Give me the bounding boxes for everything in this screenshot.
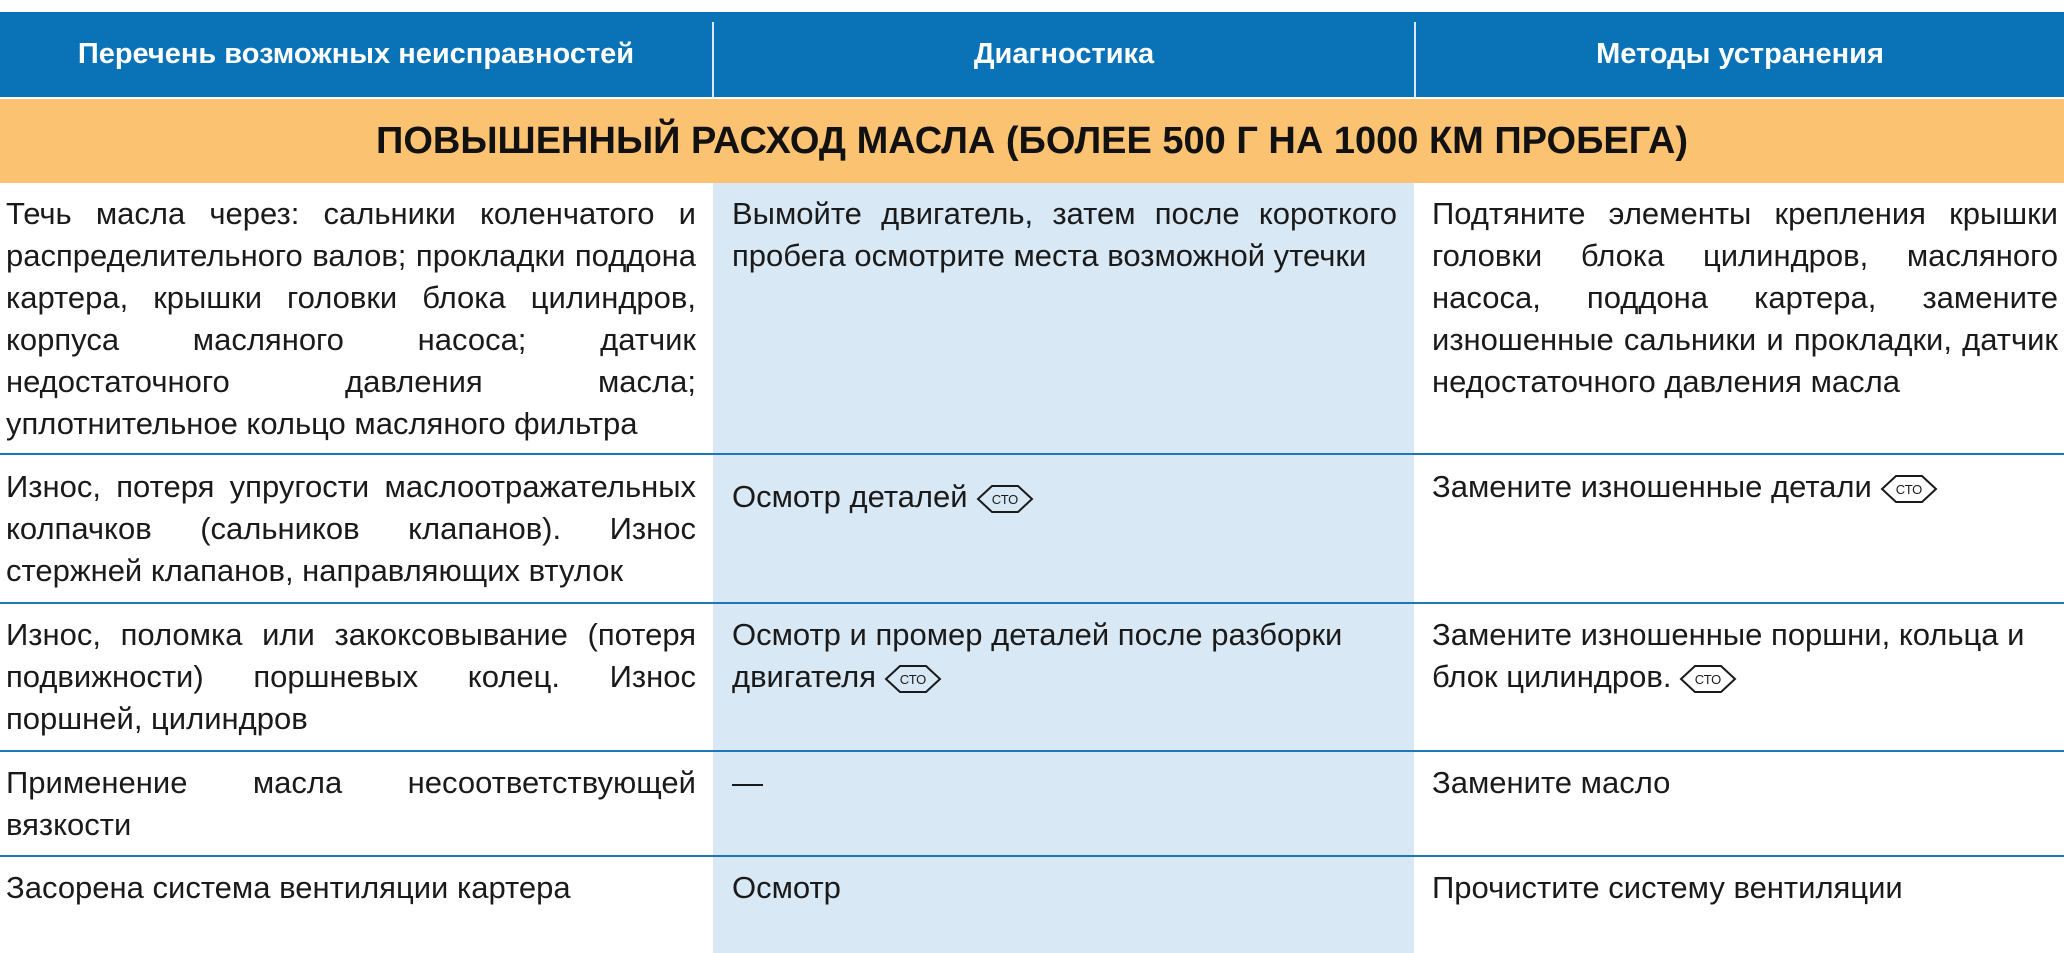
header-diagnosis: Диагностика [973,38,1155,70]
diagnosis-text: Осмотр деталей [732,479,968,514]
table-header [0,12,2064,97]
table-row-2-fault: Износ, потеря упругости маслоотражательных колпачков (сальников клапанов). Износ стержней клапанов, направляющих втулок [6,469,696,588]
section-title: ПОВЫШЕННЫЙ РАСХОД МАСЛА (БОЛЕЕ 500 Г НА 1000 КМ ПРОБЕГА) [0,99,2064,183]
table-row-5-diagnosis: Осмотр [732,870,841,905]
row-divider [0,750,2064,752]
table-row-3-remedy [1432,614,2058,698]
table-row-3-fault: Износ, поломка или закоксовывание (потеря подвижности) поршневых колец. Износ поршней, цилиндров [6,617,696,736]
diagnosis-text: Осмотр и промер деталей после разборки двигателя [732,617,1343,694]
table-row-4-remedy: Замените масло [1432,765,1671,800]
svg-text:СТО: СТО [1695,671,1722,687]
remedy-text: Замените изношенные детали [1432,469,1872,504]
svg-text:СТО: СТО [991,491,1018,507]
remedy-text: Замените изношенные поршни, кольца и блок цилиндров. [1432,617,2025,694]
row-divider [0,602,2064,604]
sto-service-icon [1679,664,1737,694]
row-divider [0,855,2064,857]
table-row-3-diagnosis [732,614,1397,698]
sto-service-icon [976,484,1034,514]
sto-service-icon [1880,474,1938,504]
row-divider [0,453,2064,455]
table-row-4-fault: Применение масла несоответствующей вязкости [6,765,696,842]
table-row-2-diagnosis [732,476,1397,518]
svg-text:СТО: СТО [899,671,927,687]
header-faults: Перечень возможных неисправностей [77,38,635,70]
table-row-1-diagnosis: Вымойте двигатель, затем после короткого пробега осмотрите места возможной утечки [732,196,1397,273]
diagnosis-column-background [713,183,1414,953]
table-row-5-remedy: Прочистите систему вентиляции [1432,870,1903,905]
svg-text:СТО: СТО [1895,481,1923,497]
table-row-1-fault: Течь масла через: сальники коленчатого и распределительного валов; прокладки поддона картера, крышки головки блока цилиндров, корпуса масляного насоса; датчик недостаточного давления масла; уплотнительное кольцо масляного фильтра [6,196,696,441]
table-row-5-fault: Засорена система вентиляции картера [6,870,571,905]
table-row-2-remedy [1432,466,2058,508]
sto-service-icon [884,664,942,694]
header-remedies: Методы устранения [1596,38,1884,70]
table-row-1-remedy: Подтяните элементы крепления крышки головки блока цилиндров, масляного насоса, поддона картера, замените изношенные сальники и прокладки, датчик недостаточного давления масла [1432,196,2058,399]
table-row-4-diagnosis: — [732,765,763,800]
